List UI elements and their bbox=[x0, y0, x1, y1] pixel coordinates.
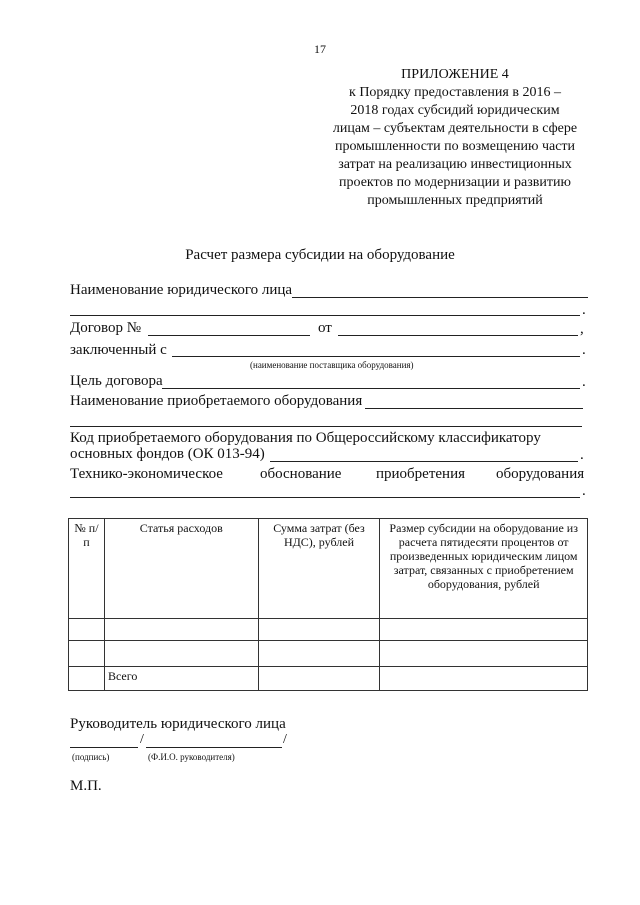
period-mark: . bbox=[582, 302, 586, 318]
appendix-line: затрат на реализацию инвестиционных bbox=[338, 157, 572, 172]
period-mark: . bbox=[580, 447, 584, 463]
sign-hint: (подпись) bbox=[72, 752, 110, 762]
feasibility-field[interactable] bbox=[70, 497, 580, 498]
table-cell[interactable] bbox=[380, 641, 588, 667]
table-cell[interactable] bbox=[69, 641, 105, 667]
contract-date-field[interactable] bbox=[338, 335, 578, 336]
feasibility-word: оборудования bbox=[496, 466, 585, 482]
appendix-line: проектов по модернизации и развитию bbox=[339, 175, 571, 190]
header-subsidy: Размер субсидии на оборудование из расчета пятидесяти процентов от произведенных юридическим лицом затрат, связанных с приобретением оборудования, рублей bbox=[380, 519, 588, 619]
table-cell[interactable] bbox=[69, 667, 105, 691]
feasibility-word: Технико-экономическое bbox=[70, 466, 223, 482]
table-row bbox=[69, 641, 588, 667]
code-field[interactable] bbox=[270, 461, 578, 462]
equipment-name-label: Наименование приобретаемого оборудования bbox=[70, 393, 363, 409]
contract-label: Договор № bbox=[70, 320, 142, 336]
supplier-field[interactable] bbox=[172, 356, 580, 357]
feasibility-word: обоснование bbox=[260, 466, 342, 482]
period-mark: . bbox=[582, 374, 586, 390]
equipment-name-field[interactable] bbox=[365, 408, 583, 409]
document-title: Расчет размера субсидии на оборудование bbox=[185, 247, 455, 263]
appendix-header bbox=[320, 66, 590, 210]
contract-number-field[interactable] bbox=[148, 335, 310, 336]
concluded-label: заключенный с bbox=[70, 342, 167, 358]
feasibility-word: приобретения bbox=[376, 466, 466, 482]
table-cell[interactable] bbox=[69, 619, 105, 641]
head-name-field[interactable] bbox=[146, 747, 282, 748]
table-header-row bbox=[69, 519, 588, 619]
name-hint: (Ф.И.О. руководителя) bbox=[148, 752, 235, 762]
appendix-line: 2018 годах субсидий юридическим bbox=[350, 103, 560, 118]
stamp-place: М.П. bbox=[70, 778, 102, 794]
period-mark: . bbox=[582, 483, 586, 499]
table-cell[interactable] bbox=[104, 619, 258, 641]
table-cell[interactable] bbox=[104, 641, 258, 667]
appendix-line: промышленных предприятий bbox=[367, 193, 543, 208]
purpose-label: Цель договора bbox=[70, 373, 163, 389]
period-mark: . bbox=[582, 342, 586, 358]
from-label: от bbox=[318, 320, 332, 336]
signature-field[interactable] bbox=[70, 747, 138, 748]
equipment-name-field-cont[interactable] bbox=[70, 426, 582, 427]
appendix-line: ПРИЛОЖЕНИЕ 4 bbox=[401, 67, 509, 82]
slash-mark: / bbox=[283, 732, 287, 747]
supplier-hint: (наименование поставщика оборудования) bbox=[250, 360, 414, 370]
code-label-line2: основных фондов (ОК 013-94) bbox=[70, 446, 265, 462]
table-row bbox=[69, 619, 588, 641]
appendix-line: лицам – субъектам деятельности в сфере bbox=[332, 121, 578, 136]
appendix-line: к Порядку предоставления в 2016 – bbox=[349, 85, 561, 100]
legal-entity-field[interactable] bbox=[292, 297, 588, 298]
legal-entity-field-cont[interactable] bbox=[70, 315, 580, 316]
code-label-line1: Код приобретаемого оборудования по Общероссийскому классификатору bbox=[70, 430, 541, 446]
total-label: Всего bbox=[104, 667, 258, 691]
header-num: № п/п bbox=[69, 519, 105, 619]
appendix-line: промышленности по возмещению части bbox=[334, 139, 576, 154]
purpose-field[interactable] bbox=[162, 388, 580, 389]
header-item: Статья расходов bbox=[104, 519, 258, 619]
slash-mark: / bbox=[140, 732, 144, 747]
head-label: Руководитель юридического лица bbox=[70, 716, 286, 732]
table-cell[interactable] bbox=[258, 619, 380, 641]
header-sum: Сумма затрат (без НДС), рублей bbox=[258, 519, 380, 619]
expense-table bbox=[68, 518, 588, 691]
table-total-row bbox=[69, 667, 588, 691]
table-cell[interactable] bbox=[258, 667, 380, 691]
table-cell[interactable] bbox=[380, 619, 588, 641]
table-cell[interactable] bbox=[258, 641, 380, 667]
table-cell[interactable] bbox=[380, 667, 588, 691]
page-number: 17 bbox=[314, 42, 326, 56]
legal-entity-label: Наименование юридического лица bbox=[70, 282, 293, 298]
comma-mark: , bbox=[580, 321, 584, 337]
